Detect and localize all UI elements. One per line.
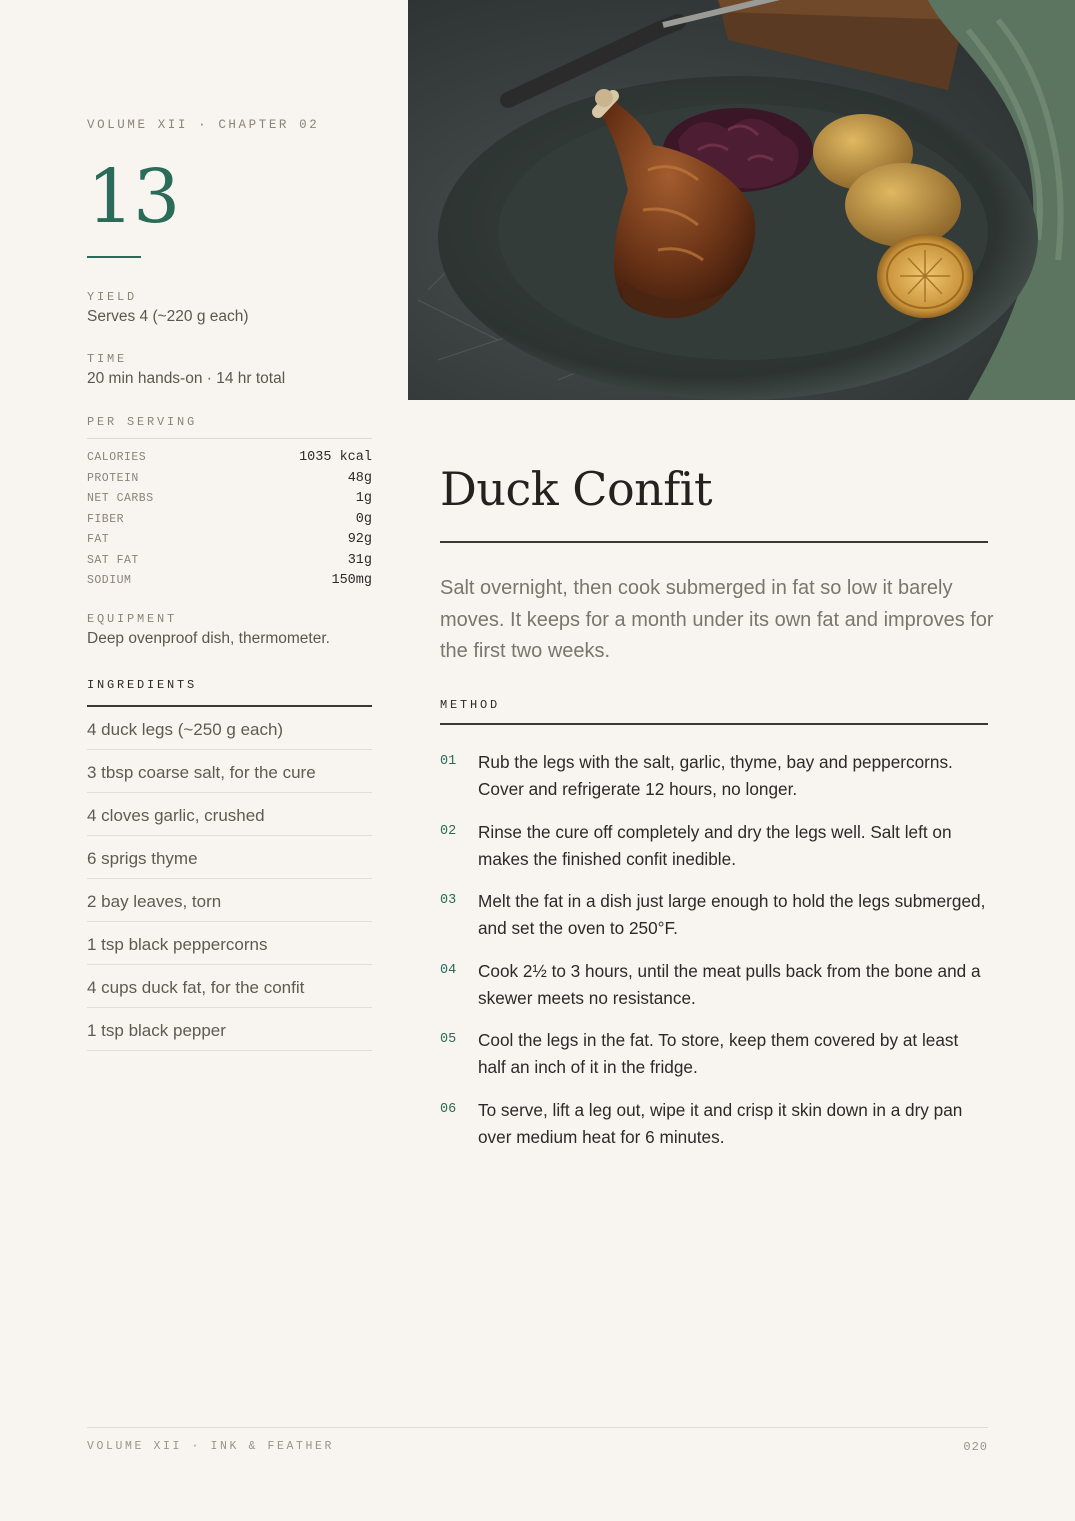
nutrition-value: 1g: [355, 491, 372, 506]
step-text: Cool the legs in the fat. To store, keep them covered by at least half an inch of it in the fridge.: [478, 1030, 959, 1078]
method-step: [440, 888, 988, 958]
nutrition-row: [87, 489, 372, 510]
equipment-value: Deep ovenproof dish, thermometer.: [87, 630, 330, 647]
ingredient-item: [87, 879, 372, 922]
page-number: 020: [963, 1440, 988, 1454]
recipe-intro: Salt overnight, then cook submerged in fat so low it barely moves. It keeps for a month under its own fat and improves for the first two weeks.: [440, 577, 994, 662]
method-step: [440, 819, 988, 889]
footer-title: VOLUME XII · INK & FEATHER: [87, 1440, 335, 1453]
nutrition-label: FIBER: [87, 512, 125, 526]
nutrition-table: [87, 448, 372, 592]
nutrition-value: 1035 kcal: [299, 450, 372, 465]
duck-confit-plate-image: [408, 0, 1075, 400]
nutrition-row: [87, 469, 372, 490]
ingredient-text: 3 tbsp coarse salt, for the cure: [87, 763, 316, 782]
ingredient-text: 1 tsp black peppercorns: [87, 935, 268, 954]
ingredient-text: 2 bay leaves, torn: [87, 892, 222, 911]
step-text: Melt the fat in a dish just large enough to hold the legs submerged, and set the oven to 250°F.: [478, 891, 986, 939]
step-number: 03: [440, 893, 457, 909]
nutrition-label: NET CARBS: [87, 492, 154, 505]
nutrition-row: [87, 551, 372, 572]
step-number: 05: [440, 1032, 457, 1048]
ingredient-item: [87, 836, 372, 879]
step-number: 02: [440, 823, 457, 839]
ingredient-text: 4 cups duck fat, for the confit: [87, 978, 305, 997]
method-steps: [440, 749, 988, 1167]
time-label: TIME: [87, 352, 128, 366]
step-number: 06: [440, 1101, 457, 1117]
nutrition-value: 150mg: [331, 573, 372, 588]
nutrition-value: 92g: [347, 532, 372, 547]
yield-label: YIELD: [87, 290, 138, 304]
method-step: [440, 749, 988, 819]
ingredient-text: 4 duck legs (~250 g each): [87, 720, 284, 739]
step-text: Cook 2½ to 3 hours, until the meat pulls back from the bone and a skewer meets no resistance.: [478, 960, 981, 1008]
ingredient-text: 1 tsp black pepper: [87, 1021, 226, 1040]
step-text: Rub the legs with the salt, garlic, thyme, bay and peppercorns. Cover and refrigerate 12 hours, no longer.: [478, 752, 953, 799]
nutrition-row: [87, 448, 372, 469]
ingredient-item: [87, 750, 372, 793]
ingredient-item: [87, 793, 372, 836]
per-serving-label: PER SERVING: [87, 415, 198, 429]
ingredients-list: [87, 707, 372, 1051]
nutrition-row: [87, 510, 372, 531]
nutrition-label: FAT: [87, 533, 110, 546]
ingredients-heading: INGREDIENTS: [87, 678, 198, 692]
nutrition-row: [87, 530, 372, 551]
step-text: Rinse the cure off completely and dry the legs well. Salt left on makes the finished confit inedible.: [478, 821, 952, 869]
time-value: 20 min hands-on · 14 hr total: [87, 370, 286, 387]
ingredient-text: 4 cloves garlic, crushed: [87, 806, 265, 825]
ingredient-item: [87, 1008, 372, 1051]
equipment-label: EQUIPMENT: [87, 612, 178, 626]
nutrition-label: SAT FAT: [87, 553, 139, 567]
method-divider: [440, 723, 988, 725]
ingredient-item: [87, 965, 372, 1008]
title-divider: [440, 541, 988, 543]
ingredient-item: [87, 707, 372, 750]
nutrition-label: SODIUM: [87, 574, 132, 587]
recipe-number: 13: [87, 154, 180, 240]
nutrition-label: PROTEIN: [87, 471, 139, 485]
nutrition-label: CALORIES: [87, 451, 147, 464]
method-heading: METHOD: [440, 698, 501, 712]
nutrition-row: [87, 571, 372, 592]
ingredient-item: [87, 922, 372, 965]
footer-divider: [87, 1427, 988, 1428]
nutrition-value: 31g: [347, 552, 372, 568]
method-step: [440, 958, 988, 1028]
step-number: 04: [440, 962, 457, 978]
nutrition-value: 0g: [355, 511, 372, 527]
nutrition-value: 48g: [347, 470, 372, 486]
chapter-kicker: VOLUME XII · CHAPTER 02: [87, 118, 320, 132]
method-step: [440, 1027, 988, 1097]
nutrition-divider: [87, 438, 372, 439]
number-divider: [87, 256, 141, 258]
ingredient-text: 6 sprigs thyme: [87, 849, 198, 868]
recipe-title: Duck Confit: [440, 462, 713, 516]
step-number: 01: [440, 754, 457, 769]
method-step: [440, 1097, 988, 1167]
yield-value: Serves 4 (~220 g each): [87, 308, 249, 325]
hero-photo: [408, 0, 1075, 400]
step-text: To serve, lift a leg out, wipe it and crisp it skin down in a dry pan over medium heat for 6 minutes.: [478, 1099, 963, 1147]
